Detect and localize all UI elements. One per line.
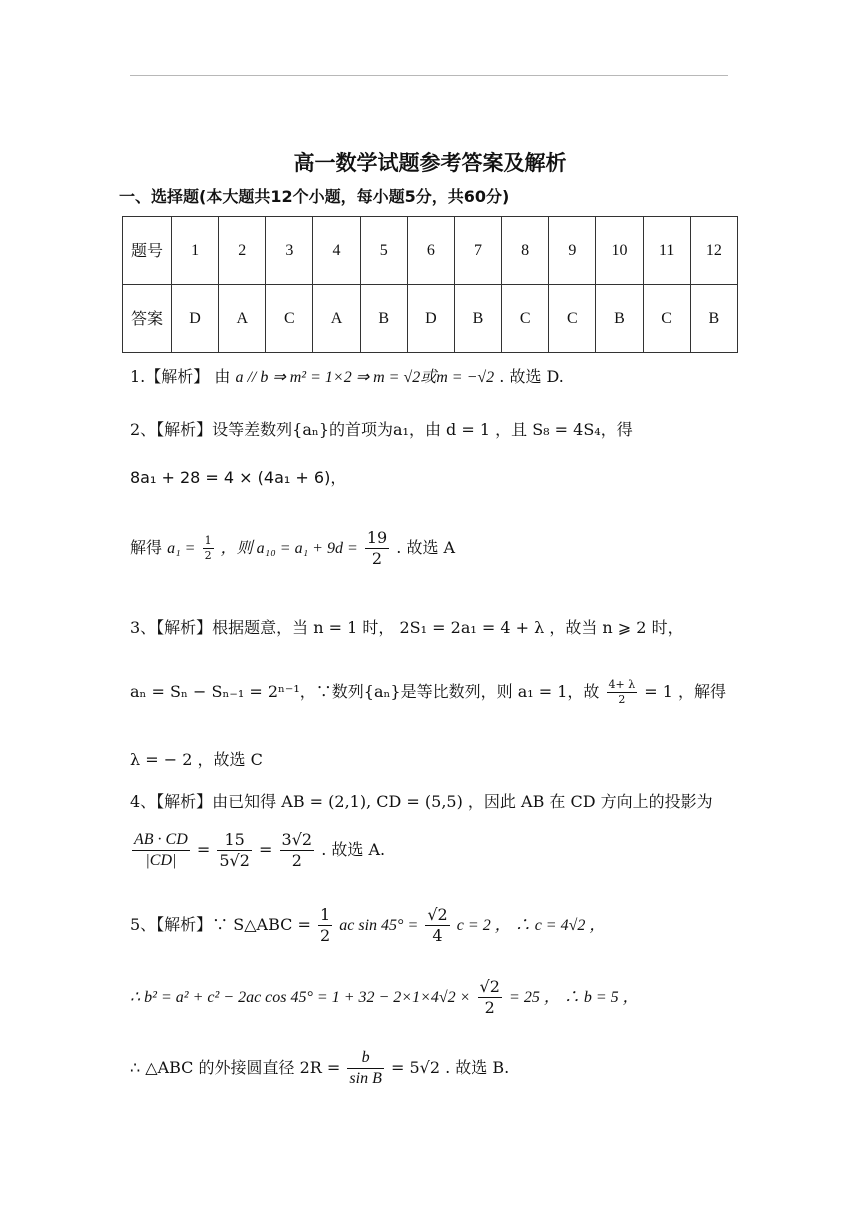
solution-3-line-2-suffix: = 1 ，解得 — [644, 681, 727, 701]
root2-over-2-fraction: $\frac{√2}{2}$ — [479, 977, 500, 1017]
question-number: 7 — [454, 217, 501, 285]
solution-3-line-1: 3、【解析】根据题意，当 n = 1 时， 2S₁ = 2a₁ = 4 + λ ，故当 n ⩾ 2 时， — [130, 618, 684, 637]
solution-2-line-3: 解得 a₁ = $\frac{1}{2}$ ，则 a₁₀ = a₁ + 9d = $\frac{19}{2}$ . 故选 A — [130, 528, 456, 568]
answer-cell: B — [360, 285, 407, 353]
page-title: 高一数学试题参考答案及解析 — [293, 151, 567, 175]
answer-cell: A — [219, 285, 266, 353]
solution-2-line-1: 2、【解析】设等差数列{aₙ}的首项为a₁，由 d = 1 ，且 S₈ = 4S₄，得 — [130, 420, 633, 439]
solution-2-mid: ，则 a₁₀ = a₁ + 9d = — [220, 540, 358, 557]
result-fraction: $\frac{3√2}{2}$ — [281, 830, 313, 870]
solution-2-prefix: 解得 — [130, 538, 163, 557]
solution-5-line-1: 5、【解析】∵ S△ABC = $\frac{1}{2}$ ac sin 45° = $\frac{√2}{4}$ c = 2 ， ∴ c = 4√2 ， — [130, 905, 606, 945]
question-number: 8 — [502, 217, 549, 285]
answer-cell: A — [313, 285, 360, 353]
row-header-question: 题号 — [123, 217, 172, 285]
solution-1-formula: a // b ⇒ m² = 1×2 ⇒ m = √2或m = −√2 — [235, 369, 495, 386]
projection-fraction: $\frac{AB \cdot CD}{|CD|}$ — [134, 831, 188, 869]
a1-fraction: $\frac{1}{2}$ — [204, 534, 212, 562]
question-number: 2 — [219, 217, 266, 285]
answer-cell: B — [690, 285, 737, 353]
solution-4-line-2: $\frac{AB \cdot CD}{|CD|}$ = $\frac{15}{5√2}$ = $\frac{3√2}{2}$ . 故选 A. — [134, 830, 386, 870]
question-number: 12 — [690, 217, 737, 285]
question-number: 4 — [313, 217, 360, 285]
answer-cell: B — [454, 285, 501, 353]
solution-1-suffix: . 故选 D. — [499, 367, 564, 386]
row-header-answer: 答案 — [123, 285, 172, 353]
b-over-sinB-fraction: $\frac{b}{\text{sin B}}$ — [349, 1049, 382, 1087]
solution-5-line-2: ∴ b² = a² + c² − 2ac cos 45° = 1 + 32 − 2×1×4√2 × $\frac{√2}{2}$ = 25 ， ∴ b = 5 ， — [130, 977, 639, 1017]
result-fraction: $\frac{19}{2}$ — [366, 528, 388, 568]
solution-2-line-2: 8a₁ + 28 = 4 × (4a₁ + 6)， — [130, 468, 347, 487]
question-number: 3 — [266, 217, 313, 285]
root2-over-4-fraction: $\frac{√2}{4}$ — [427, 905, 448, 945]
answer-cell: C — [549, 285, 596, 353]
question-number: 9 — [549, 217, 596, 285]
header-rule — [130, 75, 728, 76]
question-number: 1 — [172, 217, 219, 285]
solution-1-prefix: 1.【解析】 由 — [130, 367, 231, 386]
question-number: 5 — [360, 217, 407, 285]
solution-2-suffix: . 故选 A — [396, 538, 456, 557]
solution-3-line-2 — [130, 678, 726, 707]
lambda-fraction: $\frac{4+ \lambda}{2}$ — [608, 678, 636, 706]
solution-4-line-1: 4、【解析】由已知得 AB = (2,1), CD = (5,5) ，因此 AB 在 CD 方向上的投影为 — [130, 792, 713, 811]
question-number: 11 — [643, 217, 690, 285]
question-number: 6 — [407, 217, 454, 285]
answer-cell: C — [266, 285, 313, 353]
answer-cell: C — [502, 285, 549, 353]
answer-cell: D — [172, 285, 219, 353]
solution-3-line-2-prefix: aₙ = Sₙ − Sₙ₋₁ = 2ⁿ⁻¹，∵数列{aₙ}是等比数列，则 a₁ = 1，故 — [130, 681, 600, 701]
question-number: 10 — [596, 217, 643, 285]
answer-cell: C — [643, 285, 690, 353]
solution-3-line-3: λ = − 2 ，故选 C — [130, 750, 263, 769]
section-heading: 一、选择题(本大题共12个小题，每小题5分，共60分) — [119, 187, 510, 206]
answer-cell: B — [596, 285, 643, 353]
middle-fraction: $\frac{15}{5√2}$ — [219, 830, 250, 870]
solution-1 — [130, 367, 564, 388]
answer-table — [122, 216, 738, 353]
question-number-row — [123, 217, 738, 285]
answer-row — [123, 285, 738, 353]
answer-cell: D — [407, 285, 454, 353]
half-fraction: $\frac{1}{2}$ — [319, 905, 331, 945]
solution-5-line-3: ∴ △ABC 的外接圆直径 2R = $\frac{b}{\text{sin B}}$ = 5√2 . 故选 B. — [130, 1049, 510, 1087]
solution-4-suffix: . 故选 A. — [321, 840, 386, 859]
